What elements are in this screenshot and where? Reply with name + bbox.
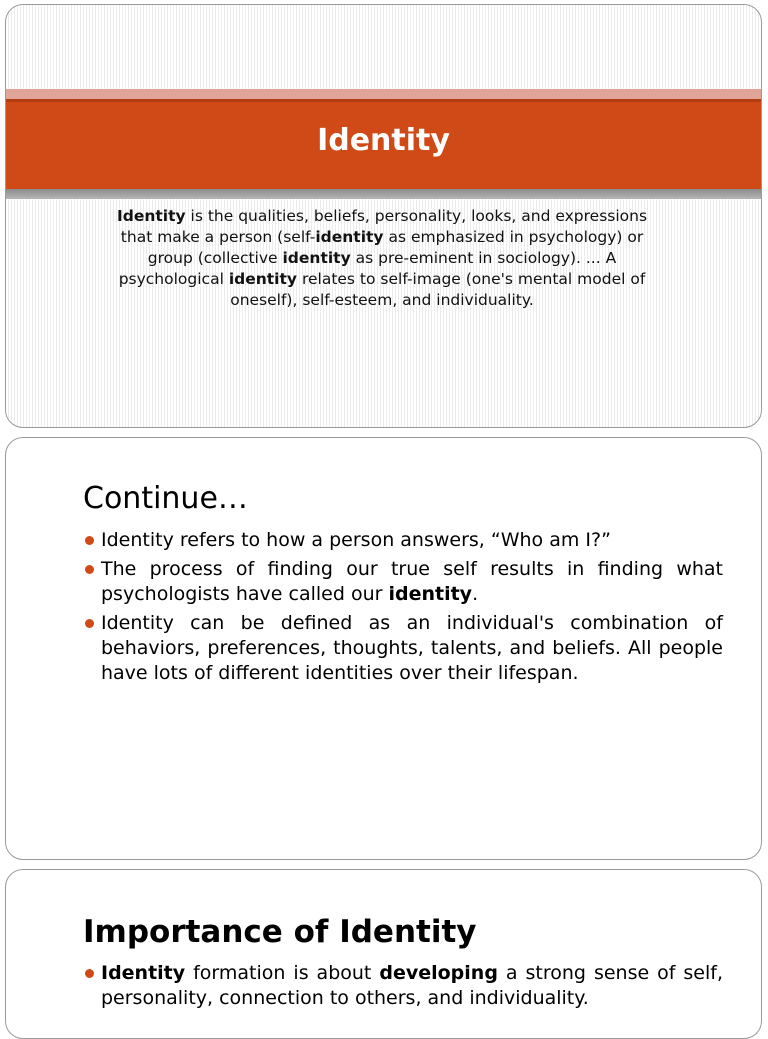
slide-title: Identity xyxy=(317,123,450,158)
bold-text: developing xyxy=(379,962,498,984)
slide-body-text xyxy=(110,206,654,311)
bullet-item xyxy=(83,528,723,553)
slide-heading: Importance of Identity xyxy=(83,914,477,950)
bullet-list xyxy=(83,961,723,1015)
bullet-list xyxy=(83,528,723,690)
bullet-dot-icon xyxy=(85,536,94,545)
bold-text: identity xyxy=(315,228,384,246)
slide-heading: Continue… xyxy=(83,481,248,516)
text-run: as emphasized in psychology) or group (collective xyxy=(147,228,644,267)
slide-identity-title xyxy=(5,4,762,428)
bold-text: identity xyxy=(228,270,298,288)
slide-importance xyxy=(5,869,762,1039)
bullet-dot-icon xyxy=(85,565,94,574)
bullet-item xyxy=(83,557,723,607)
title-band-highlight xyxy=(6,89,761,99)
bullet-item xyxy=(83,961,723,1011)
text-run: The process of finding our true self results in finding what psychologists have called our xyxy=(101,558,723,605)
text-run: as pre-eminent in sociology). ... A psychological xyxy=(118,249,617,288)
text-run: . xyxy=(472,583,479,605)
bold-text: identity xyxy=(388,583,473,605)
text-run: Identity can be defined as an individual's combination of behaviors, preferences, thoughts, talents, and beliefs. All people have lots of different identities over their lifespan. xyxy=(101,612,723,684)
bold-text: Identity xyxy=(101,962,186,984)
bullet-dot-icon xyxy=(85,969,94,978)
slide-continue xyxy=(5,437,762,860)
text-run: relates to self-image (one's mental model of oneself), self-esteem, and individuality. xyxy=(230,270,646,309)
bullet-item xyxy=(83,611,723,686)
title-band-shadow xyxy=(6,189,761,199)
bullet-dot-icon xyxy=(85,619,94,628)
text-run: a strong sense of self, personality, connection to others, and individuality. xyxy=(101,962,723,1009)
bold-text: identity xyxy=(282,249,351,267)
bold-text: Identity xyxy=(116,207,186,225)
text-run: is the qualities, beliefs, personality, looks, and expressions that make a person (self- xyxy=(120,207,648,246)
text-run: formation is about xyxy=(185,962,380,984)
text-run: Identity refers to how a person answers, “Who am I?” xyxy=(101,529,611,551)
